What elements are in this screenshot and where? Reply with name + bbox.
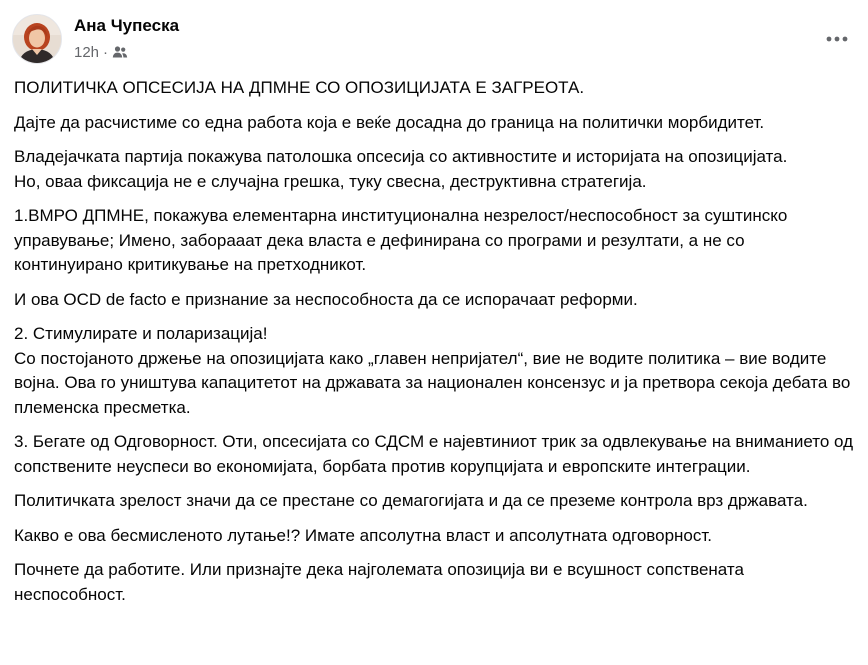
meta-separator: · (103, 43, 109, 61)
post-paragraph: Какво е ова бесмисленото лутање!? Имате апсолутна власт и апсолутната одговорност. (14, 525, 712, 545)
more-options-button[interactable] (820, 24, 854, 54)
post-paragraph: 1.ВМРО ДПМНЕ, покажува елементарна институционална незрелост/неспособност за суштинско управување; Имено, заборааат дека власта е дефинирана со програми и резултати, а не со континуирано критикување на претходникот. (14, 206, 788, 274)
post-paragraph: Владејачката партија покажува патолошка опсесија со активностите и историјата на опозицијата. Но, оваа фиксација не е случајна грешка, туку свесна, деструктивна стратегија. (14, 147, 788, 191)
post-paragraph: Дајте да расчистиме со една работа која е веќе досадна до граница на политички морбидитет. (14, 112, 765, 132)
author-name[interactable]: Ана Чупеска (74, 16, 180, 35)
post-meta (74, 43, 128, 61)
post-paragraph: Политичката зрелост значи да се престане со демагогијата и да се преземе контрола врз државата. (14, 491, 808, 510)
post-paragraph: 2. Стимулирате и поларизација! Со постојаното држење на опозицијата како „главен непријател“, вие не водите политика – вие водите војна. Ова го уништува капацитетот на државата за национален консензус и ја претвора секоја дебата во племенска пресметка. (14, 324, 851, 417)
post-body (14, 76, 854, 617)
friends-icon[interactable] (112, 45, 128, 59)
profile-photo-icon (13, 15, 61, 63)
post-timestamp[interactable]: 12h (74, 43, 100, 61)
more-options-icon (825, 35, 849, 43)
post-paragraph: 3. Бегате од Одговорност. Оти, опсесијата со СДСМ е најевтиниот трик за одвлекување на вниманието од сопствените неуспеси во економијата, борбата против корупцијата и европските интеграции. (14, 432, 853, 476)
author-avatar[interactable] (12, 14, 62, 64)
post-paragraph: Почнете да работите. Или признајте дека најголемата опозиција ви е всушност сопствената неспособност. (14, 560, 744, 604)
post-header (0, 0, 868, 70)
post-paragraph: ПОЛИТИЧКА ОПСЕСИЈА НА ДПМНЕ СО ОПОЗИЦИЈАТА Е ЗАГРЕОТА. (14, 78, 585, 97)
post-paragraph: И ова OCD de facto е признание за неспособноста да се испорачаат реформи. (14, 289, 638, 309)
